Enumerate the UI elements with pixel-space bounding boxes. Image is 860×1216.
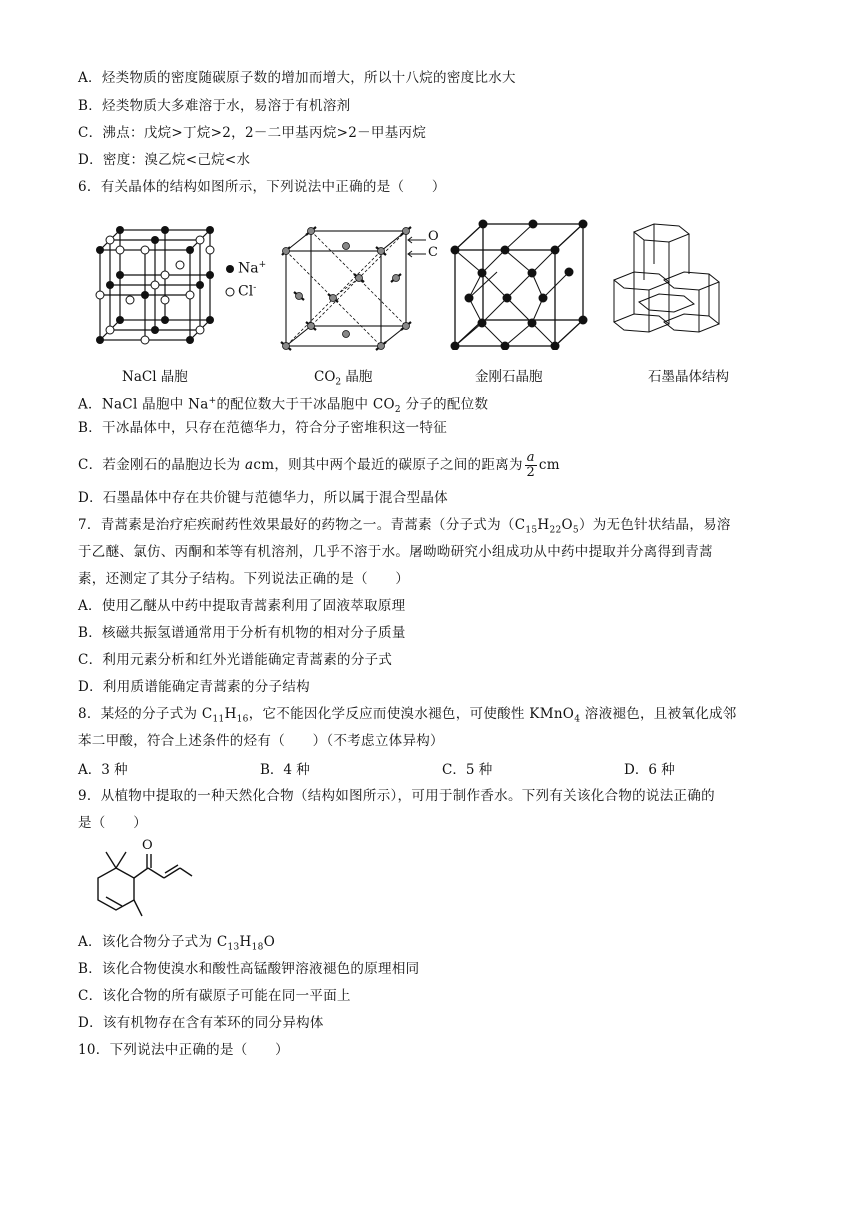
q8-stem-line-1: 8．某烃的分子式为 $C_{11}H_{16}$，它不能因化学反应而使溴水褪色，可使酸性 KMnO$_4$ 溶液褪色，且被氧化成邻	[78, 706, 737, 725]
q5-option-d: D．密度：溴乙烷<己烷<水	[78, 152, 251, 168]
q7-option-c: C．利用元素分析和红外光谱能确定青蒿素的分子式	[78, 652, 393, 668]
q7-option-d: D．利用质谱能确定青蒿素的分子结构	[78, 679, 310, 695]
caption-nacl: NaCl 晶胞	[122, 369, 188, 385]
cl-legend-dot	[226, 288, 234, 296]
q7-option-b: B．核磁共振氢谱通常用于分析有机物的相对分子质量	[78, 625, 406, 641]
caption-co2: $CO_2$ 晶胞	[314, 369, 373, 388]
q5-option-a: A．烃类物质的密度随碳原子数的增加而增大，所以十八烷的密度比水大	[78, 70, 516, 86]
compound-structure-figure	[86, 838, 196, 923]
fraction-a-over-2: $\frac{a}{2}$	[526, 450, 536, 480]
structure-oxygen-label: O	[142, 838, 153, 853]
q6-option-c: C．若金刚石的晶胞边长为 acm，则其中两个最近的碳原子之间的距离为 $\frac{a}{2}$ cm	[78, 450, 560, 480]
q8-stem-line-2: 苯二甲酸，符合上述条件的烃有（ ）（不考虑立体异构）	[78, 733, 444, 749]
q8-option-a: A．3 种	[78, 762, 128, 778]
caption-graphite: 石墨晶体结构	[648, 369, 729, 385]
co2-c-label: C	[428, 245, 438, 260]
q5-option-c: C．沸点：戊烷>丁烷>2，2－二甲基丙烷>2－甲基丙烷	[78, 125, 427, 141]
q7-option-a: A．使用乙醚从中药中提取青蒿素利用了固液萃取原理	[78, 598, 406, 614]
q7-stem-line-2: 于乙醚、氯仿、丙酮和苯等有机溶剂，几乎不溶于水。屠呦呦研究小组成功从中药中提取并分离得到青蒿	[78, 544, 713, 560]
q9-option-c: C．该化合物的所有碳原子可能在同一平面上	[78, 988, 351, 1004]
q6-option-a: A．NaCl 晶胞中 Na+的配位数大于干冰晶胞中 $CO_2$ 分子的配位数	[78, 396, 489, 416]
graphite-structure-figure	[604, 218, 744, 350]
q9-stem-line-2: 是（ ）	[78, 815, 147, 831]
q8-option-b: B．4 种	[260, 762, 310, 778]
na-legend-label: Na+	[238, 260, 267, 277]
q6-option-b: B．干冰晶体中，只存在范德华力，符合分子密堆积这一特征	[78, 420, 448, 436]
q6-stem: 6．有关晶体的结构如图所示，下列说法中正确的是（ ）	[78, 179, 446, 195]
diamond-unit-cell-figure	[447, 218, 592, 350]
q6-option-d: D．石墨晶体中存在共价键与范德华力，所以属于混合型晶体	[78, 490, 448, 506]
q8-option-d: D．6 种	[624, 762, 675, 778]
co2-o-label: O	[428, 229, 439, 244]
q7-stem-line-1: 7．青蒿素是治疗疟疾耐药性效果最好的药物之一。青蒿素（分子式为$(C_{15}H_{22}O_5)$为无色针状结晶，易溶	[78, 517, 731, 536]
q9-option-a: A．该化合物分子式为 $C_{13}H_{18}O$	[78, 934, 276, 953]
q7-stem-line-3: 素，还测定了其分子结构。下列说法正确的是（ ）	[78, 571, 410, 587]
q5-option-b: B．烃类物质大多难溶于水，易溶于有机溶剂	[78, 98, 351, 114]
na-legend-dot	[226, 265, 234, 273]
co2-unit-cell-figure	[276, 226, 446, 351]
q9-option-b: B．该化合物使溴水和酸性高锰酸钾溶液褪色的原理相同	[78, 961, 420, 977]
cl-legend-label: Cl-	[238, 283, 257, 300]
q9-option-d: D．该有机物存在含有苯环的同分异构体	[78, 1015, 324, 1031]
q10-stem: 10．下列说法中正确的是（ ）	[78, 1042, 289, 1058]
q9-stem-line-1: 9．从植物中提取的一种天然化合物（结构如图所示），可用于制作香水。下列有关该化合物的说法正确的	[78, 788, 715, 804]
caption-diamond: 金刚石晶胞	[475, 369, 543, 385]
q8-option-c: C．5 种	[442, 762, 493, 778]
